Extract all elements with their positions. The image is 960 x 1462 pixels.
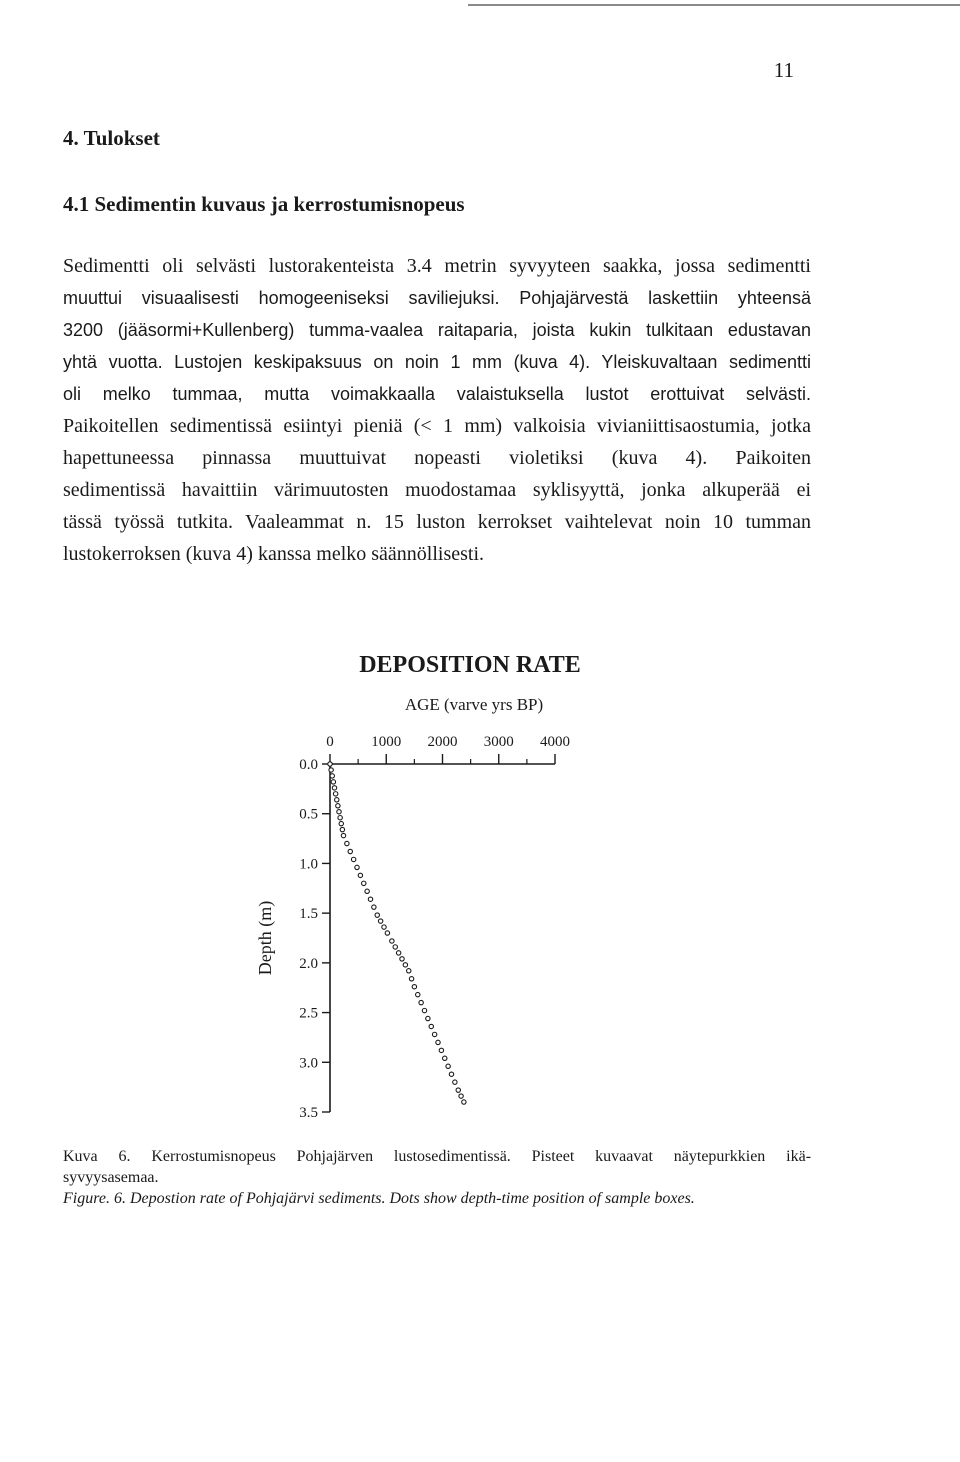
data-point (432, 1032, 436, 1036)
data-point (355, 865, 359, 869)
data-point (332, 786, 336, 790)
x-axis-label: AGE (varve yrs BP) (404, 695, 544, 714)
y-tick-label: 3.0 (299, 1055, 318, 1072)
data-point (375, 913, 379, 917)
data-point (407, 969, 411, 973)
y-tick-label: 0.5 (299, 806, 318, 823)
data-point (443, 1056, 447, 1060)
data-point (393, 945, 397, 949)
data-point (333, 792, 337, 796)
data-point (439, 1048, 443, 1052)
y-tick-label: 2.0 (299, 955, 318, 972)
data-point (365, 889, 369, 893)
paragraph-line: hapettuneessa pinnassa muuttuivat nopeasti violetiksi (kuva 4). Paikoiten (63, 447, 811, 469)
caption-en-label: Figure. 6. (63, 1190, 126, 1207)
y-tick-label: 1.5 (299, 906, 318, 923)
caption-fi-text: Kerrostumisnopeus Pohjajärven lustosedimentissä. Pisteet kuvaavat näytepurkkien ikä- (151, 1148, 812, 1165)
page-number: 11 (773, 58, 794, 82)
data-point (462, 1100, 466, 1104)
figure-caption (63, 1146, 811, 1209)
paragraph-line: 3200 (jääsormi+Kullenberg) tumma-vaalea raitaparia, joista kukin tulkitaan edustavan (63, 320, 811, 340)
caption-fi-line-2: syvyysasemaa. (63, 1169, 159, 1186)
data-point (335, 798, 339, 802)
data-point (436, 1040, 440, 1044)
data-point (419, 1000, 423, 1004)
y-tick-label: 0.0 (299, 757, 318, 773)
data-point (330, 774, 334, 778)
paragraph-line: sedimentissä havaittiin värimuutosten muodostamaa syklisyyttä, jonka alkuperää ei (63, 479, 811, 501)
y-axis-label: Depth (m) (255, 900, 275, 976)
data-point (340, 827, 344, 831)
paragraph-line: tässä työssä tutkita. Vaaleammat n. 15 luston kerrokset vaihtelevat noin 10 tumman (63, 511, 811, 533)
data-point (337, 810, 341, 814)
caption-en-text: Depostion rate of Pohjajärvi sediments. Dots show depth-time position of sample boxes. (129, 1190, 695, 1207)
data-point (396, 951, 400, 955)
body-paragraph (63, 250, 811, 570)
data-point (348, 849, 352, 853)
data-point (338, 815, 342, 819)
paragraph-line: yhtä vuotta. Lustojen keskipaksuus on noin 1 mm (kuva 4). Yleiskuvaltaan sedimentti (63, 352, 811, 372)
caption-fi-line (63, 1146, 811, 1167)
y-tick-label: 2.5 (299, 1005, 318, 1022)
data-point (403, 963, 407, 967)
data-point (378, 919, 382, 923)
data-point (331, 780, 335, 784)
y-tick-label: 1.0 (299, 856, 318, 873)
x-tick-label: 4000 (540, 734, 570, 750)
paragraph-line: Sedimentti oli selvästi lustorakenteista 3.4 metrin syvyyteen saakka, jossa sedimentti (63, 255, 811, 277)
data-point (426, 1016, 430, 1020)
chart-title: DEPOSITION RATE (359, 652, 581, 678)
y-tick-label: 3.5 (299, 1105, 318, 1121)
data-point (341, 833, 345, 837)
data-point (400, 957, 404, 961)
data-point (336, 804, 340, 808)
paragraph-line: oli melko tummaa, mutta voimakkaalla valaistuksella lustot erottuivat selvästi. (63, 384, 811, 404)
data-point (412, 985, 416, 989)
subsection-heading: 4.1 Sedimentin kuvaus ja kerrostumisnopeus (63, 192, 465, 216)
data-point (362, 881, 366, 885)
data-point (345, 841, 349, 845)
data-point (390, 939, 394, 943)
x-tick-label: 2000 (427, 734, 458, 750)
data-point (339, 821, 343, 825)
data-point (449, 1072, 453, 1076)
x-tick-label: 3000 (483, 734, 514, 750)
data-point (382, 925, 386, 929)
caption-fi-label: Kuva 6. (63, 1148, 131, 1165)
data-point (409, 977, 413, 981)
data-point (422, 1008, 426, 1012)
data-point (416, 992, 420, 996)
data-point (329, 768, 333, 772)
paragraph-line: lustokerroksen (kuva 4) kanssa melko säännöllisesti. (63, 543, 485, 565)
data-point (358, 873, 362, 877)
paragraph-line: muuttui visuaalisesti homogeeniseksi saviliejuksi. Pohjajärvestä laskettiin yhteensä (63, 288, 811, 308)
data-point (328, 762, 332, 766)
data-point (453, 1080, 457, 1084)
caption-en-line (63, 1188, 811, 1209)
paragraph-line: Paikoitellen sedimentissä esiintyi pieniä (< 1 mm) valkoisia vivianiittisaostumia, jotka (63, 415, 811, 437)
x-tick-label: 0 (326, 734, 334, 750)
top-rule (468, 4, 960, 6)
data-point (456, 1088, 460, 1092)
data-point (385, 931, 389, 935)
data-point (372, 905, 376, 909)
data-point (459, 1094, 463, 1098)
data-point (351, 857, 355, 861)
data-point (446, 1064, 450, 1068)
x-tick-label: 1000 (371, 734, 402, 750)
section-heading: 4. Tulokset (63, 126, 160, 150)
data-point (368, 897, 372, 901)
data-point (429, 1024, 433, 1028)
